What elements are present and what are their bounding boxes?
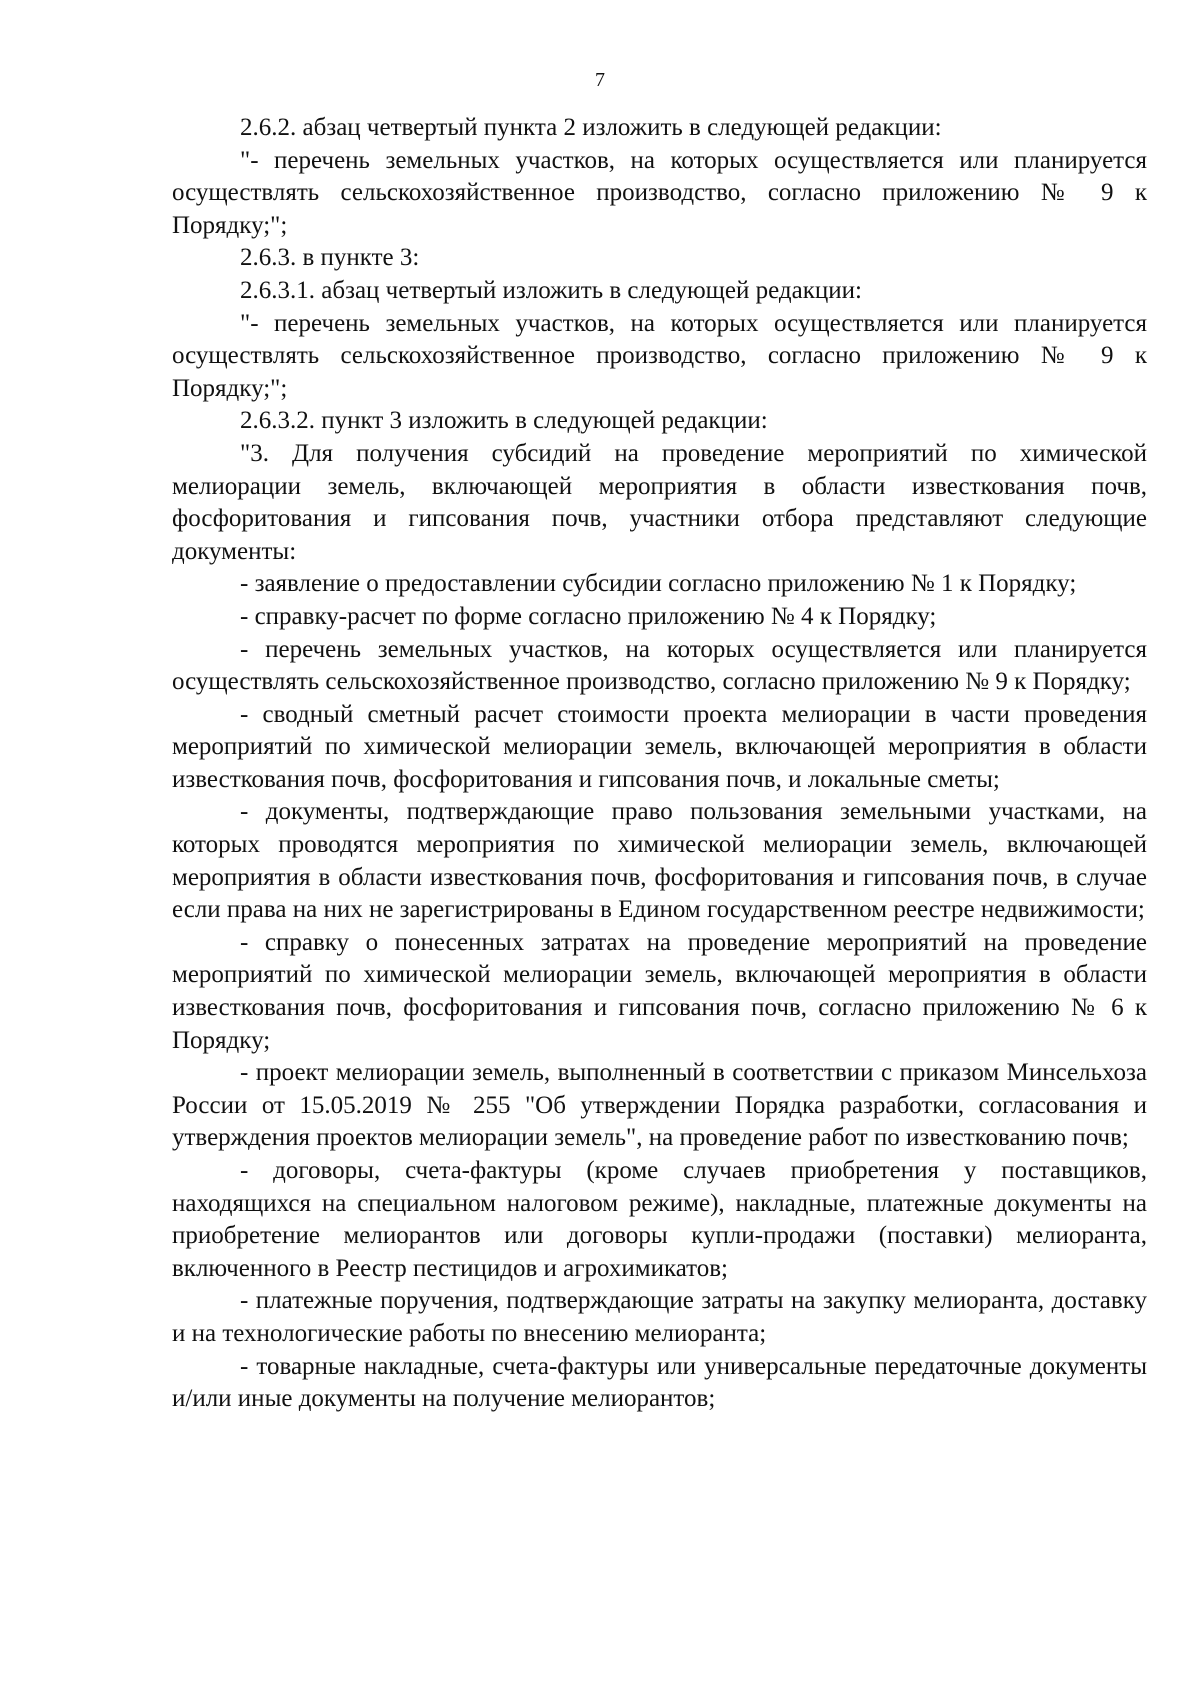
- quoted-list-item: "- перечень земельных участков, на которых осуществляется или планируется осуществлять сельскохозяйственное производство, согласно приложению № 9 к Порядку;";: [172, 146, 1147, 239]
- quoted-list-item: "- перечень земельных участков, на которых осуществляется или планируется осуществлять сельскохозяйственное производство, согласно приложению № 9 к Порядку;";: [172, 309, 1147, 402]
- paragraph-2-6-3: 2.6.3. в пункте 3:: [240, 244, 420, 272]
- document-list-item: - документы, подтверждающие право пользования земельными участками, на которых проводятся мероприятия по химической мелиорации земель, включающей мероприятия в области известкования почв, фосфоритования и гипсования почв, в случае если права на них не зарегистрированы в Едином государственном реестре недвижимости;: [172, 798, 1147, 924]
- document-list-item: - сводный сметный расчет стоимости проекта мелиорации в части проведения мероприятий по химической мелиорации земель, включающей мероприятия в области известкования почв, фосфоритования и гипсования почв, и локальные сметы;: [172, 700, 1147, 793]
- paragraph-2-6-2: 2.6.2. абзац четвертый пункта 2 изложить в следующей редакции:: [240, 114, 942, 141]
- document-list-item: - заявление о предоставлении субсидии согласно приложению № 1 к Порядку;: [240, 570, 1077, 598]
- document-list-item: - товарные накладные, счета-фактуры или универсальные передаточные документы и/или иные документы на получение мелиорантов;: [172, 1352, 1147, 1413]
- document-list-item: - справку о понесенных затратах на проведение мероприятий на проведение мероприятий по химической мелиорации земель, включающей мероприятия в области известкования почв, фосфоритования и гипсования почв, согласно приложению № 6 к Порядку;: [172, 928, 1147, 1054]
- document-list-item: - справку-расчет по форме согласно приложению № 4 к Порядку;: [240, 602, 937, 630]
- document-list-item: - перечень земельных участков, на которых осуществляется или планируется осуществлять сельскохозяйственное производство, согласно приложению № 9 к Порядку;: [172, 635, 1147, 696]
- clause-3-intro: "3. Для получения субсидий на проведение мероприятий по химической мелиорации земель, включающей мероприятия в области известкования почв, фосфоритования и гипсования почв, участники отбора представляют следующие документы:: [172, 439, 1147, 565]
- document-list-item: - платежные поручения, подтверждающие затраты на закупку мелиоранта, доставку и на технологические работы по внесению мелиоранта;: [172, 1287, 1147, 1347]
- page-number: 7: [595, 69, 605, 91]
- document-list-item: - проект мелиорации земель, выполненный в соответствии с приказом Минсельхоза России от 15.05.2019 № 255 "Об утверждении Порядка разработки, согласования и утверждения проектов мелиорации земель", на проведение работ по известкованию почв;: [172, 1059, 1147, 1152]
- paragraph-2-6-3-2: 2.6.3.2. пункт 3 изложить в следующей редакции:: [240, 407, 768, 435]
- paragraph-2-6-3-1: 2.6.3.1. абзац четвертый изложить в следующей редакции:: [240, 276, 862, 304]
- document-list-item: - договоры, счета-фактуры (кроме случаев приобретения у поставщиков, находящихся на специальном налоговом режиме), накладные, платежные документы на приобретение мелиорантов или договоры купли-продажи (поставки) мелиоранта, включенного в Реестр пестицидов и агрохимикатов;: [172, 1157, 1147, 1282]
- document-body: [172, 112, 1147, 1416]
